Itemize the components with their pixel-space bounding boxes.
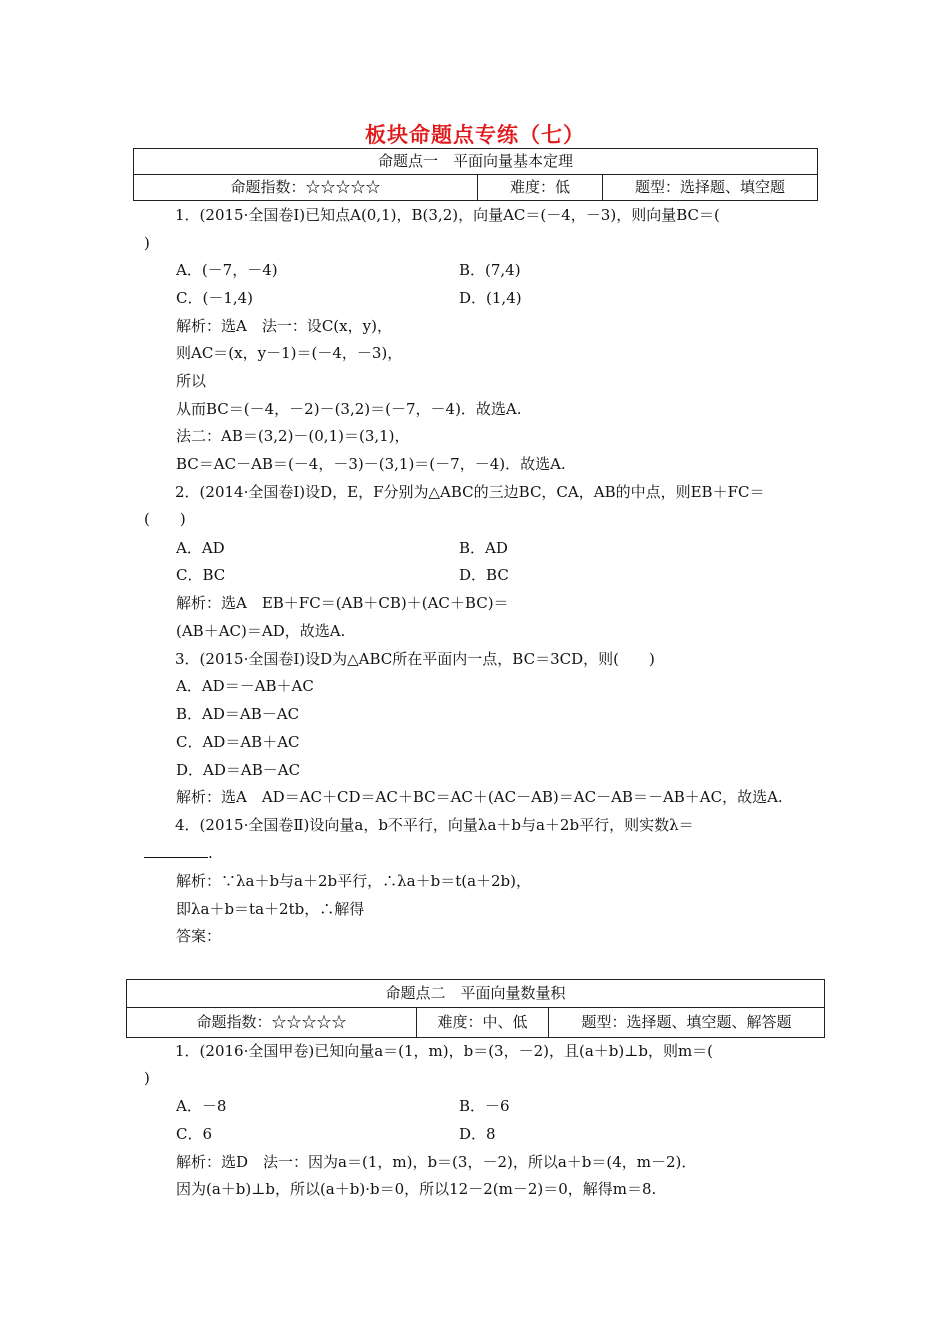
section1-index: 命题指数：☆☆☆☆☆ xyxy=(134,175,478,201)
s1-q4-analysis-2: 即λa＋b＝ta＋2tb，∴解得 xyxy=(176,900,365,918)
s1-q3-option-d: D．AD＝AB－AC xyxy=(176,761,301,779)
s1-q2-stem: 2．(2014·全国卷Ⅰ)设D，E，F分别为△ABC的三边BC，CA，AB的中点，则EB＋FC＝ xyxy=(175,483,765,501)
s1-q1-analysis-3: 所以 xyxy=(176,372,207,390)
answer-blank xyxy=(144,843,208,858)
section1-topic: 命题点一 平面向量基本定理 xyxy=(134,149,818,175)
s2-q1-option-c: C．6 xyxy=(176,1125,213,1143)
s1-q1-stem: 1．(2015·全国卷Ⅰ)已知点A(0,1)，B(3,2)，向量AC＝(－4，－3)，则向量BC＝( xyxy=(175,206,720,224)
s2-q1-option-a: A．－8 xyxy=(176,1097,227,1115)
s1-q4-answer: 答案： xyxy=(176,927,222,945)
s1-q1-analysis-1: 解析：选A 法一：设C(x，y)， xyxy=(176,317,392,335)
s1-q1-stem-cont: ) xyxy=(144,234,150,252)
s1-q1-analysis-6: BC＝AC－AB＝(－4，－3)－(3,1)＝(－7，－4)．故选A. xyxy=(176,455,566,473)
s1-q1-option-c: C．(－1,4) xyxy=(176,289,254,307)
section1-header-table xyxy=(133,148,818,201)
section2-difficulty: 难度：中、低 xyxy=(417,1008,549,1038)
s1-q2-option-a: A．AD xyxy=(176,539,225,557)
s1-q1-analysis-2: 则AC＝(x，y－1)＝(－4，－3)， xyxy=(176,344,403,362)
s1-q3-option-b: B．AD＝AB－AC xyxy=(176,705,300,723)
s1-q4-blank-line xyxy=(144,843,213,863)
s2-q1-stem-cont: ) xyxy=(144,1069,150,1087)
s2-q1-analysis-2: 因为(a＋b)⊥b，所以(a＋b)·b＝0，所以12－2(m－2)＝0，解得m＝8. xyxy=(176,1180,657,1198)
section2-index: 命题指数：☆☆☆☆☆ xyxy=(127,1008,417,1038)
s1-q2-option-d: D．BC xyxy=(459,566,509,584)
s1-q2-stem-cont: ( ) xyxy=(144,510,186,528)
s2-q1-analysis-1: 解析：选D 法一：因为a＝(1，m)，b＝(3，－2)，所以a＋b＝(4，m－2)． xyxy=(176,1153,697,1171)
s1-q1-option-b: B．(7,4) xyxy=(459,261,521,279)
s1-q1-option-a: A．(－7，－4) xyxy=(176,261,278,279)
s2-q1-stem: 1．(2016·全国甲卷)已知向量a＝(1，m)，b＝(3，－2)，且(a＋b)⊥b，则m＝( xyxy=(175,1042,714,1060)
s1-q4-stem: 4．(2015·全国卷Ⅱ)设向量a，b不平行，向量λa＋b与a＋2b平行，则实数λ＝ xyxy=(175,816,694,834)
page-title: 板块命题点专练（七） xyxy=(365,122,585,147)
s1-q2-option-c: C．BC xyxy=(176,566,226,584)
section1-difficulty: 难度：低 xyxy=(478,175,603,201)
s1-q4-blank-period: . xyxy=(208,844,213,862)
s2-q1-option-b: B．－6 xyxy=(459,1097,510,1115)
section1-type: 题型：选择题、填空题 xyxy=(603,175,818,201)
s1-q2-analysis-1: 解析：选A EB＋FC＝(AB＋CB)＋(AC＋BC)＝ xyxy=(176,594,509,612)
s1-q1-analysis-4: 从而BC＝(－4，－2)－(3,2)＝(－7，－4)．故选A. xyxy=(176,400,522,418)
s1-q2-option-b: B．AD xyxy=(459,539,508,557)
s1-q4-analysis-1: 解析：∵λa＋b与a＋2b平行，∴λa＋b＝t(a＋2b)， xyxy=(176,872,532,890)
section2-type: 题型：选择题、填空题、解答题 xyxy=(549,1008,825,1038)
section2-header-table xyxy=(126,979,825,1038)
s1-q3-option-c: C．AD＝AB＋AC xyxy=(176,733,300,751)
s1-q3-analysis: 解析：选A AD＝AC＋CD＝AC＋BC＝AC＋(AC－AB)＝AC－AB＝－AB＋AC，故选A. xyxy=(176,788,783,806)
s1-q1-analysis-5: 法二：AB＝(3,2)－(0,1)＝(3,1)， xyxy=(176,427,410,445)
s2-q1-option-d: D．8 xyxy=(459,1125,496,1143)
s1-q3-stem: 3．(2015·全国卷Ⅰ)设D为△ABC所在平面内一点，BC＝3CD，则( ) xyxy=(175,650,655,668)
section2-topic: 命题点二 平面向量数量积 xyxy=(127,980,825,1008)
s1-q2-analysis-2: (AB＋AC)＝AD，故选A. xyxy=(176,622,346,640)
s1-q1-option-d: D．(1,4) xyxy=(459,289,522,307)
s1-q3-option-a: A．AD＝－AB＋AC xyxy=(176,677,314,695)
